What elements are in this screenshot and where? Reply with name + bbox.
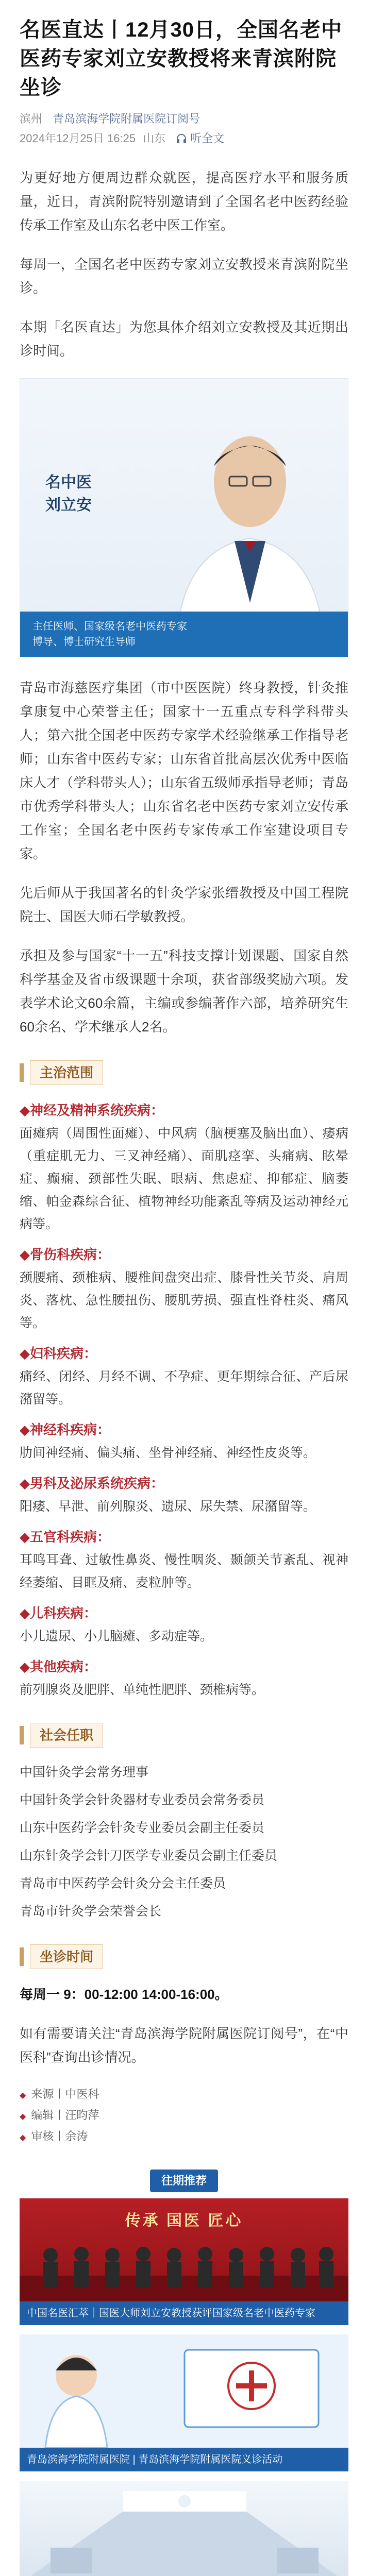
intro-paragraph-2: 每周一，全国名老中医药专家刘立安教授来青滨附院坐诊。 [20, 257, 348, 296]
society-line: 青岛市针灸学会荣誉会长 [20, 1904, 162, 1919]
photo1-caption[interactable]: 中国名医汇萃｜国医大师刘立安教授获评国家级名老中医药专家 [20, 2301, 348, 2325]
intro-paragraph-1: 为更好地方便周边群众就医，提高医疗水平和服务质量，近日，青滨附院特别邀请到了全国名老中医药经验传承工作室及山东名老中医工作室。 [20, 170, 348, 233]
specialty-item [0, 1418, 368, 1464]
society-line: 山东针灸学会针刀医学专业委员会副主任委员 [20, 1849, 278, 1863]
specialty-item-text: 小儿遗尿、小儿脑瘫、多动症等。 [20, 1629, 213, 1643]
specialty-item-title: ◆神经科疾病： [20, 1422, 110, 1437]
recommend-bar [20, 2168, 348, 2193]
doctor-card [20, 378, 348, 657]
article-title: 名医直达丨12月30日，全国名老中医药专家刘立安教授将来青滨附院坐诊 [20, 19, 342, 99]
bio-paragraph-3: 承担及参与国家“十一五”科技支撑计划课题、国家自然科学基金及省市级课题十余项，获省部级奖励六项。发表学术论文60余篇，主编或参编著作六部，培养研究生60余名、学术继承人2名。 [20, 948, 348, 1035]
cartoon-caption[interactable]: 青岛滨海学院附属医院 | 青岛滨海学院附属医院义诊活动 [20, 2448, 348, 2471]
schedule-note: 如有需要请关注“青岛滨海学院附属医院订阅号”，在“中医科”查询出诊情况。 [20, 2026, 348, 2065]
specialty-item [0, 1243, 368, 1334]
heading-bar [20, 1947, 24, 1966]
society-list [0, 1761, 368, 1923]
specialty-item [0, 1525, 368, 1594]
recommend-label: 往期推荐 [150, 2170, 218, 2192]
specialty-item-title: ◆妇科疾病： [20, 1346, 97, 1361]
recommend-cartoon[interactable] [20, 2334, 348, 2448]
society-heading-text: 社会任职 [30, 1723, 103, 1748]
group-photo [20, 2198, 348, 2301]
specialty-heading-text: 主治范围 [30, 1060, 103, 1085]
specialty-item-title: ◆神经及精神系统疾病： [20, 1103, 164, 1118]
specialty-item-text: 耳鸣耳聋、过敏性鼻炎、慢性咽炎、颞颌关节紊乱、视神经萎缩、目眶及痛、麦粒肿等。 [20, 1553, 348, 1590]
schedule-heading [20, 1944, 103, 1969]
doctor-cartoon [20, 2334, 348, 2448]
article-source: 滨州 [20, 112, 43, 125]
listen-label: 听全文 [190, 132, 225, 145]
heading-bar [20, 1726, 24, 1744]
specialty-item-text: 面瘫病（周围性面瘫）、中风病（脑梗塞及脑出血）、痿病（重症肌无力、三叉神经痛）、面肌痉挛、头痛病、眩晕症、癫痫、颈部性失眠、眼病、焦虑症、抑郁症、脑萎缩、帕金森综合征、植物神经功能紊乱等病及运动神经元病等。 [20, 1126, 348, 1231]
specialty-item-text: 颈腰痛、颈椎病、腰椎间盘突出症、膝骨性关节炎、肩周炎、落枕、急性腰扭伤、腰肌劳损、强直性脊柱炎、痛风等。 [20, 1270, 348, 1330]
schedule-heading-text: 坐诊时间 [30, 1944, 103, 1969]
society-line: 中国针灸学会常务理事 [20, 1765, 149, 1780]
specialty-item [0, 1098, 368, 1235]
article-meta-2 [20, 130, 348, 147]
doctor-name-line2: 刘立安 [45, 497, 92, 514]
specialty-heading [20, 1060, 103, 1085]
credit-reviewer: ◆ 审核丨余涛 [20, 2127, 348, 2148]
account-link[interactable]: 青岛滨海学院附属医院订阅号 [53, 112, 200, 125]
listen-button[interactable] [176, 130, 224, 147]
specialty-list [0, 1098, 368, 1701]
credit-source: ◆ 来源丨中医科 [20, 2084, 348, 2106]
doctor-tag-2: 博导、博士研究生导师 [32, 636, 136, 648]
article-meta [20, 110, 348, 128]
specialty-item-text: 阳痿、早泄、前列腺炎、遗尿、尿失禁、尿潴留等。 [20, 1499, 316, 1514]
headphone-icon [176, 133, 187, 144]
specialty-item-title: ◆男科及泌尿系统疾病： [20, 1476, 164, 1491]
photo1-banner: 传承 国医 匠心 [125, 2212, 243, 2229]
recommend-photo-3[interactable] [20, 2481, 348, 2576]
recommend-photo-1[interactable] [20, 2198, 348, 2301]
hall-photo [20, 2481, 348, 2576]
specialty-item-title: ◆其他疾病： [20, 1659, 97, 1674]
specialty-item [0, 1471, 368, 1518]
society-line: 青岛市中医药学会针灸分会主任委员 [20, 1876, 226, 1891]
publish-location: 山东 [143, 132, 166, 145]
publish-datetime: 2024年12月25日 16:25 [20, 132, 136, 145]
specialty-item-text: 痛经、闭经、月经不调、不孕症、更年期综合征、产后尿潴留等。 [20, 1369, 348, 1406]
specialty-item-title: ◆儿科疾病： [20, 1605, 97, 1621]
bio-paragraph-1: 青岛市海慈医疗集团（市中医医院）终身教授，针灸推拿康复中心荣誉主任；国家十一五重点专科学科带头人；第六批全国老中医药专家学术经验继承工作指导老师；山东省中医药专家；山东省首批高层次优秀中医临床人才（学科带头人）；山东省五级师承指导老师；青岛市优秀学科带头人；山东省名老中医药专家刘立安传承工作室；全国名老中医药专家传承工作室建设项目专家。 [20, 680, 348, 861]
specialty-item-title: ◆五官科疾病： [20, 1529, 110, 1545]
society-line: 山东中医药学会针灸专业委员会副主任委员 [20, 1821, 265, 1835]
specialty-item [0, 1601, 368, 1648]
doctor-name-block [32, 471, 105, 517]
specialty-item [0, 1342, 368, 1411]
doctor-portrait [173, 410, 327, 626]
specialty-item-title: ◆骨伤科疾病： [20, 1247, 110, 1262]
specialty-item-text: 前列腺炎及肥胖、单纯性肥胖、颈椎病等。 [20, 1683, 265, 1697]
specialty-item-text: 肋间神经痛、偏头痛、坐骨神经痛、神经性皮炎等。 [20, 1446, 316, 1460]
specialty-item [0, 1655, 368, 1701]
society-line: 中国针灸学会针灸器材专业委员会常务委员 [20, 1793, 265, 1807]
intro-paragraph-3: 本期「名医直达」为您具体介绍刘立安教授及其近期出诊时间。 [20, 319, 348, 359]
schedule-time: 每周一 9：00-12:00 14:00-16:00。 [20, 1987, 228, 2002]
credit-editor: ◆ 编辑丨汪昀萍 [20, 2106, 348, 2127]
heading-bar [20, 1063, 24, 1082]
society-heading [20, 1723, 103, 1748]
credits [20, 2084, 348, 2148]
doctor-name-line1: 名中医 [45, 474, 92, 491]
doctor-tag-1: 主任医师、国家级名老中医药专家 [32, 621, 187, 632]
bio-paragraph-2: 先后师从于我国著名的针灸学家张缙教授及中国工程院院士、国医大师石学敏教授。 [20, 885, 348, 924]
doctor-tags [20, 612, 348, 657]
